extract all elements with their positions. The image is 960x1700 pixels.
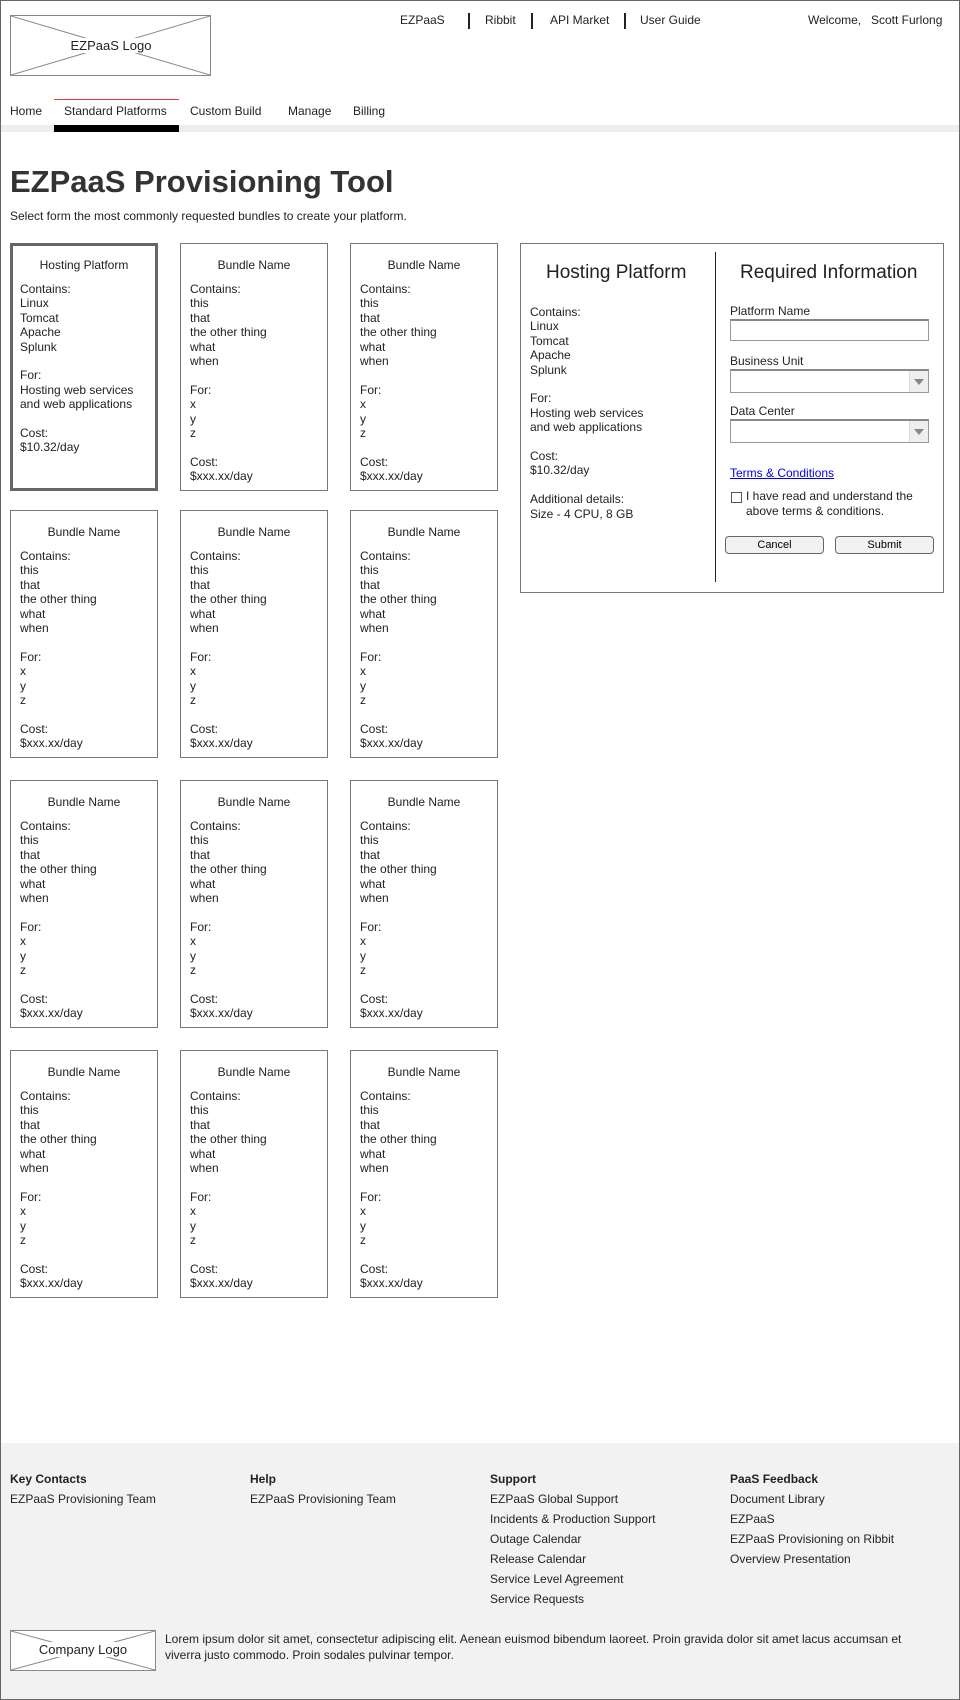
- business-unit-select[interactable]: [730, 369, 929, 393]
- bundle-name: Bundle Name: [387, 1065, 461, 1079]
- bundle-card[interactable]: [10, 243, 158, 491]
- footer-link[interactable]: EZPaaS Global Support: [490, 1492, 619, 1506]
- footer-link[interactable]: Incidents & Production Support: [490, 1512, 656, 1526]
- bundle-details: Contains: this that the other thing what when For: x y z Cost: $xxx.xx/day: [190, 282, 267, 484]
- platform-name-input[interactable]: [730, 319, 929, 341]
- bundle-name: Bundle Name: [47, 525, 121, 539]
- footer-link[interactable]: Document Library: [730, 1492, 825, 1506]
- bundle-name: Bundle Name: [217, 1065, 291, 1079]
- footer-heading: Support: [490, 1472, 536, 1486]
- dropdown-button[interactable]: [909, 371, 928, 392]
- bundle-details: Contains: Linux Tomcat Apache Splunk For: Hosting web services and web applications Cost: $10.32/day: [20, 282, 134, 455]
- detail-body: Contains: Linux Tomcat Apache Splunk For: Hosting web services and web applications Cost: $10.32/day Additional details: Size - 4 CPU, 8 GB: [530, 305, 644, 521]
- footer-link[interactable]: EZPaaS Provisioning on Ribbit: [730, 1532, 895, 1546]
- footer-link[interactable]: EZPaaS Provisioning Team: [250, 1492, 396, 1506]
- bundle-card[interactable]: [180, 1050, 328, 1298]
- bundle-details: Contains: this that the other thing what when For: x y z Cost: $xxx.xx/day: [190, 819, 267, 1021]
- active-tab-indicator: [54, 99, 179, 100]
- footer-link[interactable]: Service Level Agreement: [490, 1572, 624, 1586]
- nav-separator: [531, 13, 533, 29]
- footer-column: [490, 1472, 655, 1612]
- bundle-card[interactable]: [180, 510, 328, 758]
- bundle-name: Bundle Name: [217, 525, 291, 539]
- tab-manage[interactable]: Manage: [288, 104, 332, 118]
- dropdown-button[interactable]: [909, 421, 928, 442]
- footer-heading: PaaS Feedback: [730, 1472, 819, 1486]
- footer-link[interactable]: EZPaaS Provisioning Team: [10, 1492, 156, 1506]
- submit-button[interactable]: Submit: [835, 536, 934, 554]
- bundle-name: Bundle Name: [47, 1065, 121, 1079]
- bundle-card[interactable]: [350, 510, 498, 758]
- footer-link[interactable]: Overview Presentation: [730, 1552, 851, 1566]
- cancel-button[interactable]: Cancel: [725, 536, 824, 554]
- bundle-details: Contains: this that the other thing what when For: x y z Cost: $xxx.xx/day: [20, 819, 97, 1021]
- business-unit-label: Business Unit: [730, 354, 804, 368]
- terms-conditions-link[interactable]: Terms & Conditions: [730, 466, 835, 480]
- page-subtitle: Select form the most commonly requested bundles to create your platform.: [10, 209, 407, 223]
- footer-link[interactable]: EZPaaS: [730, 1512, 775, 1526]
- footer-link[interactable]: Service Requests: [490, 1592, 585, 1606]
- tab-billing[interactable]: Billing: [353, 104, 386, 118]
- nav-link-ribbit[interactable]: Ribbit: [485, 13, 516, 27]
- nav-link-user-guide[interactable]: User Guide: [640, 13, 701, 27]
- chevron-down-icon: [914, 429, 924, 435]
- bundle-details: Contains: this that the other thing what when For: x y z Cost: $xxx.xx/day: [190, 1089, 267, 1291]
- active-tab-underline: [54, 125, 179, 132]
- footer-heading: Key Contacts: [10, 1472, 87, 1486]
- detail-title: Hosting Platform: [546, 262, 687, 283]
- bundle-name: Bundle Name: [387, 525, 461, 539]
- footer-column: [730, 1472, 894, 1572]
- bundle-card[interactable]: [180, 780, 328, 1028]
- agree-terms-label: I have read and understand the above terms & conditions.: [746, 489, 913, 518]
- nav-separator: [468, 13, 470, 29]
- company-logo-text: Company Logo: [35, 1642, 131, 1657]
- form-title: Required Information: [740, 262, 918, 283]
- chevron-down-icon: [914, 379, 924, 385]
- logo-text: EZPaaS Logo: [61, 38, 161, 53]
- footer-heading: Help: [250, 1472, 277, 1486]
- bundle-details: Contains: this that the other thing what when For: x y z Cost: $xxx.xx/day: [360, 1089, 437, 1291]
- bundle-details: Contains: this that the other thing what when For: x y z Cost: $xxx.xx/day: [360, 282, 437, 484]
- bundle-name: Bundle Name: [387, 258, 461, 272]
- bundle-details: Contains: this that the other thing what when For: x y z Cost: $xxx.xx/day: [360, 549, 437, 751]
- bundle-card[interactable]: [350, 1050, 498, 1298]
- page-title: EZPaaS Provisioning Tool: [10, 164, 394, 199]
- bundle-card[interactable]: [350, 780, 498, 1028]
- footer-link[interactable]: Release Calendar: [490, 1552, 587, 1566]
- bundle-card[interactable]: [350, 243, 498, 491]
- bundle-details: Contains: this that the other thing what when For: x y z Cost: $xxx.xx/day: [20, 549, 97, 751]
- detail-divider: [715, 252, 716, 582]
- nav-link-ezpaas[interactable]: EZPaaS: [400, 13, 445, 27]
- tab-home[interactable]: Home: [10, 104, 43, 118]
- ezpaas-logo[interactable]: [10, 15, 211, 76]
- nav-separator: [624, 13, 626, 29]
- bundle-card[interactable]: [10, 510, 158, 758]
- data-center-label: Data Center: [730, 404, 795, 418]
- bundle-details: Contains: this that the other thing what when For: x y z Cost: $xxx.xx/day: [20, 1089, 97, 1291]
- data-center-select[interactable]: [730, 419, 929, 443]
- agree-terms-checkbox[interactable]: [731, 492, 742, 503]
- bundle-card[interactable]: [180, 243, 328, 491]
- bundle-name: Hosting Platform: [39, 258, 129, 272]
- platform-name-label: Platform Name: [730, 304, 811, 318]
- nav-link-api-market[interactable]: API Market: [550, 13, 610, 27]
- tab-custom-build[interactable]: Custom Build: [190, 104, 262, 118]
- company-logo: [10, 1630, 156, 1671]
- welcome-label: Welcome,: [808, 13, 862, 27]
- footer-column: [10, 1472, 156, 1512]
- bundle-details: Contains: this that the other thing what when For: x y z Cost: $xxx.xx/day: [360, 819, 437, 1021]
- bundle-name: Bundle Name: [47, 795, 121, 809]
- bundle-name: Bundle Name: [217, 258, 291, 272]
- bundle-name: Bundle Name: [217, 795, 291, 809]
- footer-text: Lorem ipsum dolor sit amet, consectetur adipiscing elit. Aenean euismod bibendum laoreet. Proin gravida dolor sit amet lacus accumsan et viverra justo commodo. Proin sodales pulvinar tempor.: [165, 1632, 902, 1662]
- tab-standard-platforms[interactable]: Standard Platforms: [64, 104, 167, 118]
- bundle-details: Contains: this that the other thing what when For: x y z Cost: $xxx.xx/day: [190, 549, 267, 751]
- footer-column: [250, 1472, 396, 1512]
- user-name[interactable]: Scott Furlong: [871, 13, 943, 27]
- bundle-card[interactable]: [10, 1050, 158, 1298]
- footer-link[interactable]: Outage Calendar: [490, 1532, 582, 1546]
- bundle-card[interactable]: [10, 780, 158, 1028]
- bundle-name: Bundle Name: [387, 795, 461, 809]
